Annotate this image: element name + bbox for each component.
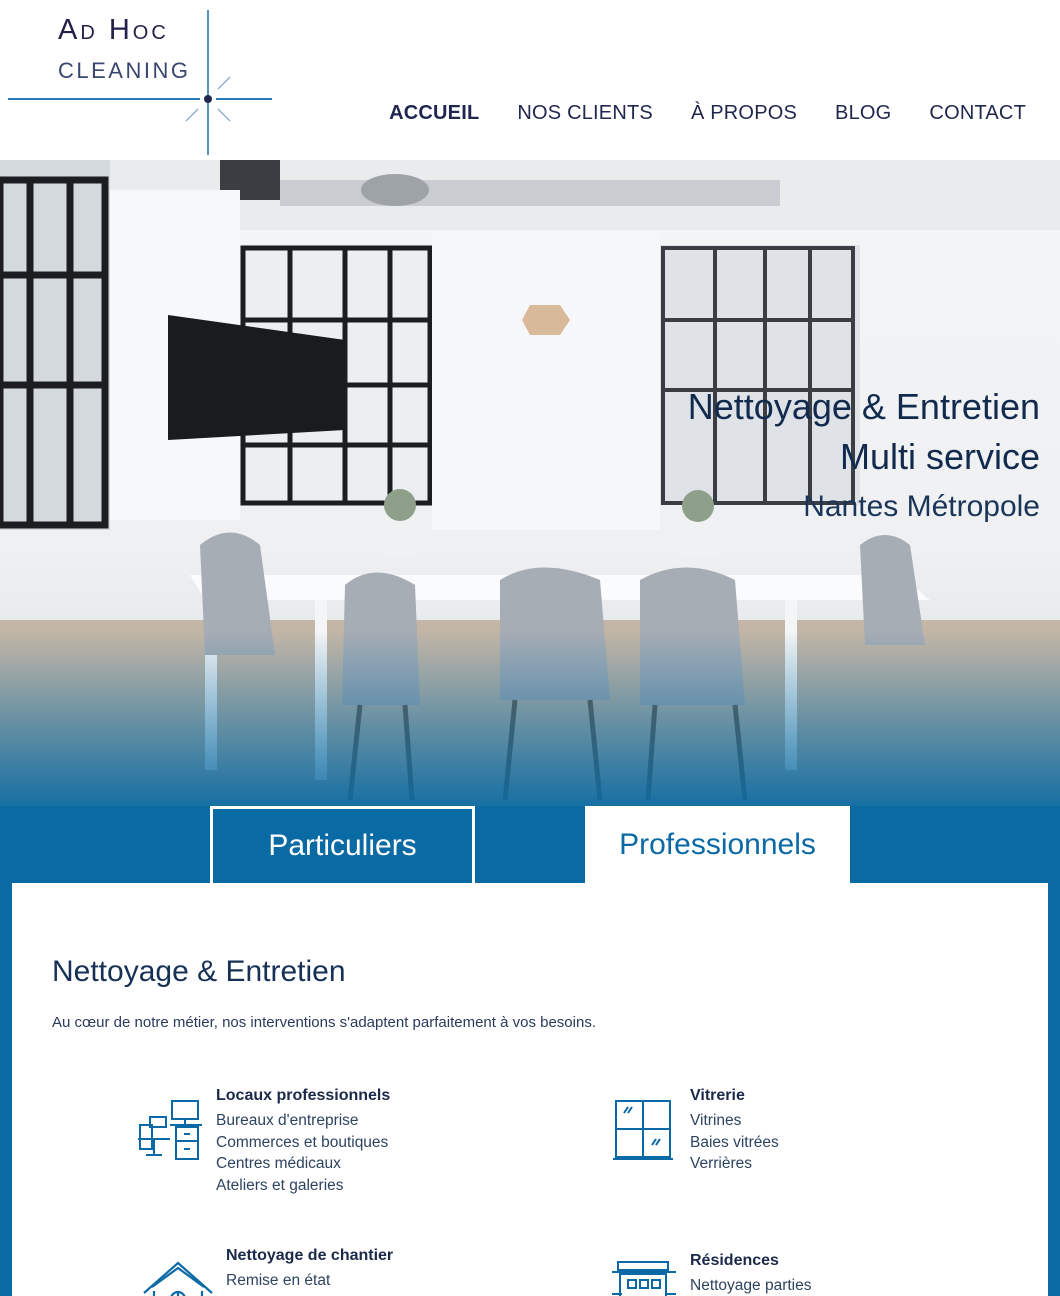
window-icon: [612, 1099, 676, 1165]
service-items: [226, 1270, 393, 1292]
office-desk-icon: [136, 1099, 204, 1163]
section-intro: Au cœur de notre métier, nos interventions s'adaptent parfaitement à vos besoins.: [52, 1014, 596, 1031]
list-item: Ateliers et galeries: [216, 1176, 344, 1194]
service-items: [690, 1275, 812, 1296]
list-item: Nettoyage parties: [690, 1277, 812, 1294]
service-items: [216, 1110, 390, 1196]
hero-headline: [688, 382, 1040, 532]
logo-tagline: CLEANING: [58, 58, 191, 83]
logo-title: Ad Hoc: [58, 14, 169, 46]
service-title: Locaux professionnels: [216, 1087, 391, 1104]
nav-contact[interactable]: CONTACT: [929, 102, 1026, 124]
nav-nos-clients[interactable]: NOS CLIENTS: [517, 102, 653, 124]
list-item: Verrières: [690, 1155, 753, 1172]
hero-banner: [0, 160, 1060, 810]
nav-accueil[interactable]: ACCUEIL: [389, 102, 480, 124]
list-item: Bureaux d'entreprise: [216, 1112, 359, 1129]
service-title: Nettoyage de chantier: [226, 1247, 394, 1264]
list-item: Remise en état: [226, 1272, 331, 1289]
house-icon: [140, 1259, 216, 1296]
service-title: Résidences: [690, 1252, 779, 1269]
hero-line-2: Multi service: [839, 436, 1040, 477]
list-item: Centres médicaux: [216, 1155, 341, 1172]
services-card: [12, 883, 1048, 1296]
service-title: Vitrerie: [690, 1087, 745, 1104]
nav-blog[interactable]: BLOG: [835, 102, 892, 124]
hero-line-1: Nettoyage & Entretien: [687, 386, 1040, 427]
list-item: Commerces et boutiques: [216, 1133, 389, 1151]
list-item: Vitrines: [690, 1112, 742, 1129]
nav-a-propos[interactable]: À PROPOS: [690, 102, 798, 124]
section-title: Nettoyage & Entretien: [52, 955, 346, 988]
hero-gradient-overlay: [0, 630, 1060, 810]
tab-professionnels[interactable]: Professionnels: [585, 806, 850, 883]
hero-line-3: Nantes Métropole: [803, 490, 1040, 523]
logo[interactable]: [0, 0, 280, 160]
site-header: [0, 0, 1060, 160]
building-icon: [610, 1260, 680, 1296]
main-nav: [389, 102, 1026, 125]
service-items: [690, 1110, 779, 1175]
tab-particuliers[interactable]: Particuliers: [210, 806, 475, 883]
list-item: Baies vitrées: [690, 1133, 779, 1151]
